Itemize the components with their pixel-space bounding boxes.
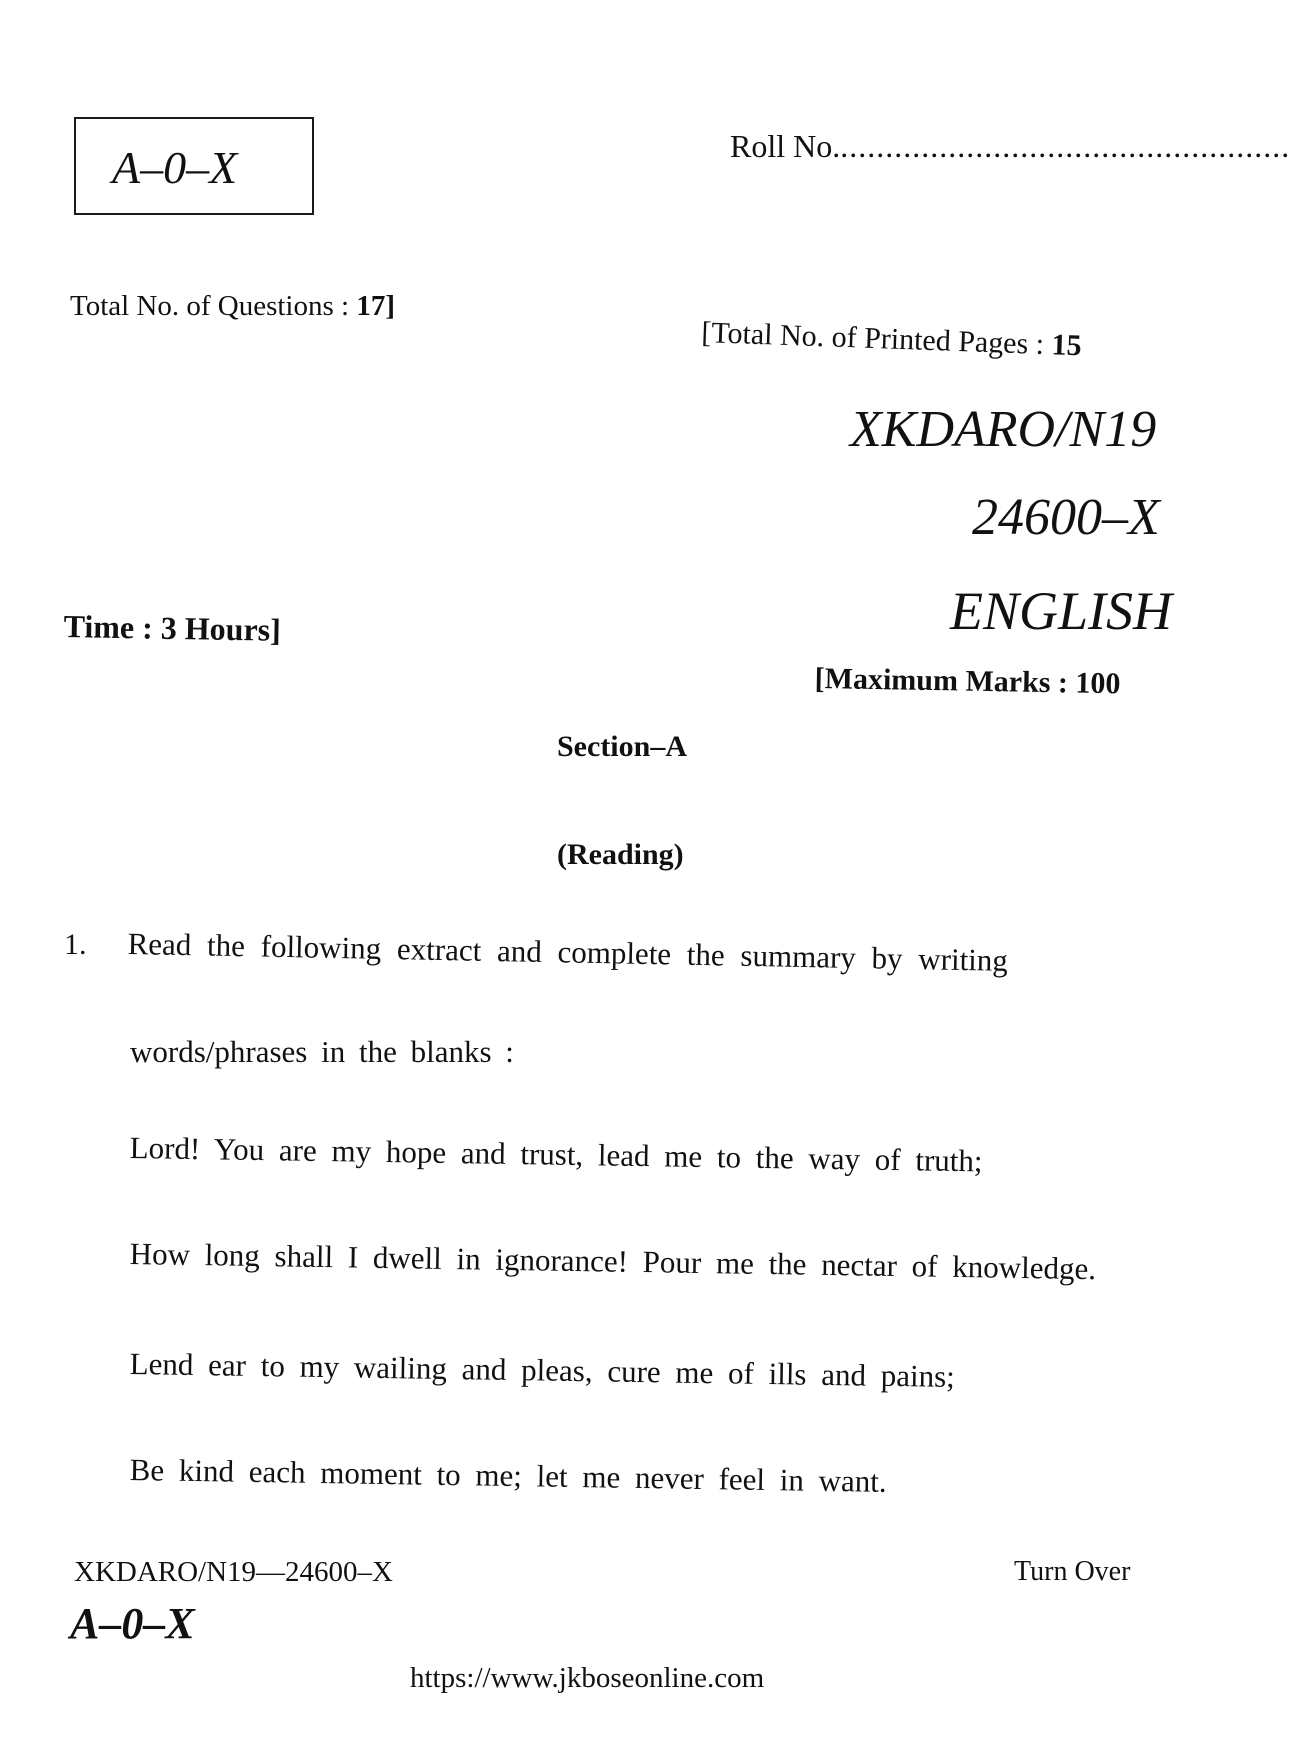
time-allowed: Time : 3 Hours] [63,608,282,648]
total-pages-value: 15 [1050,328,1083,363]
poem-line: Be kind each moment to me; let me never feel in want. [129,1452,887,1499]
total-pages [701,316,1082,363]
section-title: Section–A [557,730,687,763]
roll-number-field [730,128,1290,165]
footer-paper-code: XKDARO/N19—24600–X [74,1556,393,1588]
footer-set-code: A–0–X [70,1599,195,1648]
maximum-marks [814,662,1120,701]
total-questions-label: Total No. of Questions : [70,290,350,322]
set-code: A–0–X [112,142,238,193]
source-url[interactable]: https://www.jkboseonline.com [410,1662,765,1694]
maximum-marks-value: 100 [1075,666,1121,701]
set-code-box [74,117,314,215]
poem-line: Lend ear to my wailing and pleas, cure me of ills and pains; [129,1346,956,1394]
paper-number: 24600–X [972,489,1160,546]
paper-code: XKDARO/N19 [850,401,1157,458]
poem-line: Lord! You are my hope and trust, lead me to the way of truth; [129,1130,983,1179]
question-instruction-line1: Read the following extract and complete the summary by writing [127,926,1009,978]
question-instruction-line2: words/phrases in the blanks : [130,1034,514,1069]
subject-title: ENGLISH [950,581,1173,641]
total-pages-label: [Total No. of Printed Pages : [700,316,1045,361]
total-questions-value: 17] [356,290,396,322]
section-subtitle: (Reading) [557,838,684,871]
poem-line: How long shall I dwell in ignorance! Pour me the nectar of knowledge. [129,1236,1097,1287]
roll-number-label: Roll No. [730,128,841,164]
roll-number-blank: .................................................. [840,128,1290,164]
total-questions [70,290,395,323]
turn-over-note: Turn Over [1014,1556,1131,1587]
question-number: 1. [64,928,87,961]
maximum-marks-label: [Maximum Marks : [814,662,1069,700]
